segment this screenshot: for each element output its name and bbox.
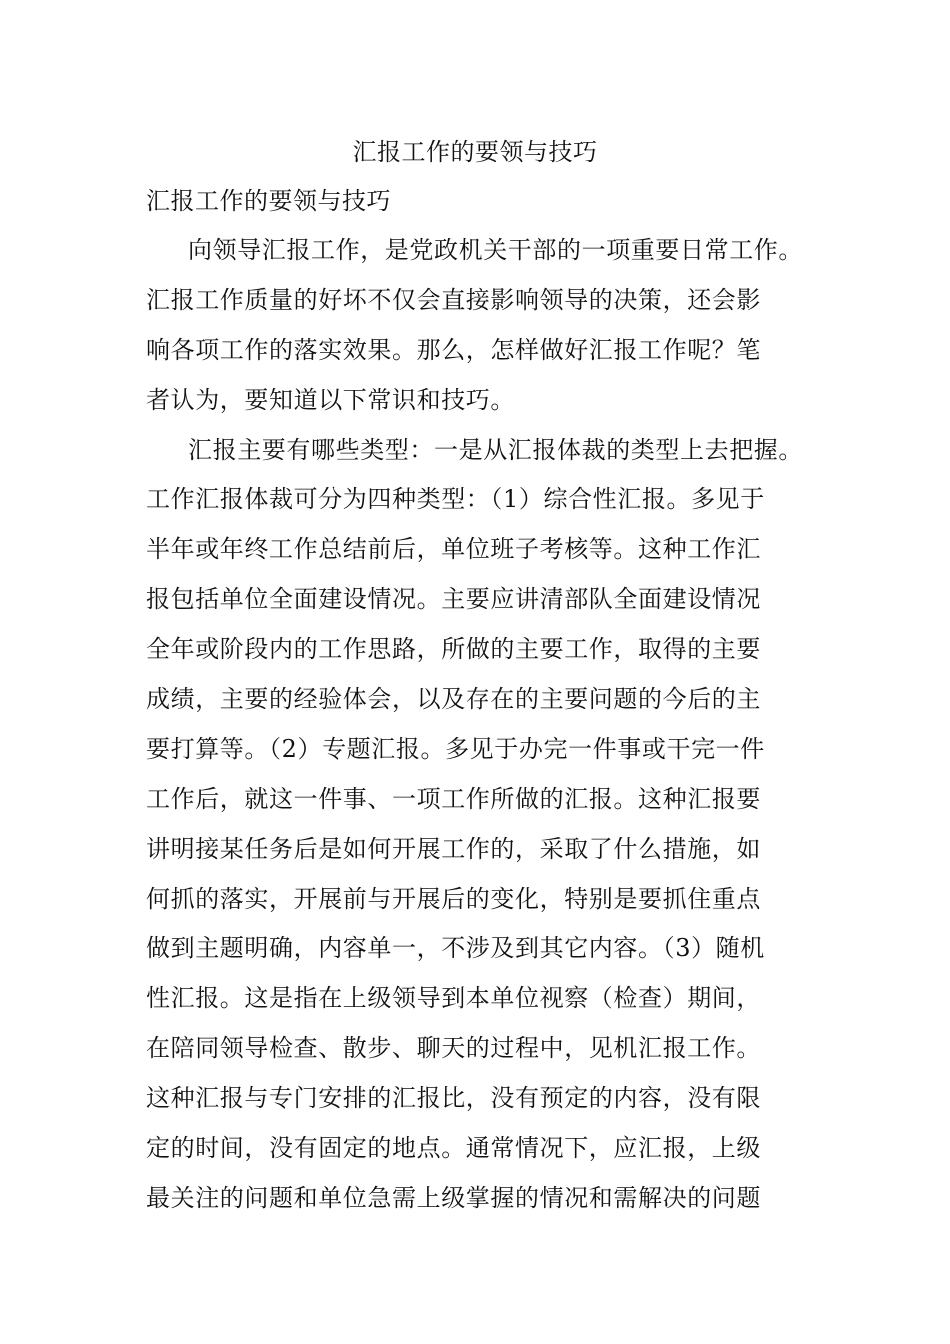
body-line: 汇报主要有哪些类型：一是从汇报体裁的类型上去把握。 <box>188 435 803 464</box>
body-line: 工作汇报体裁可分为四种类型：（1）综合性汇报。多见于 <box>146 485 765 514</box>
body-line: 汇报工作质量的好坏不仅会直接影响领导的决策，还会影 <box>146 285 761 314</box>
body-line: 工作后，就这一件事、一项工作所做的汇报。这种汇报要 <box>146 784 761 813</box>
document-subtitle: 汇报工作的要领与技巧 <box>146 187 391 215</box>
body-line: 最关注的问题和单位急需上级掌握的情况和需解决的问题 <box>146 1183 761 1212</box>
body-line: 成绩，主要的经验体会，以及存在的主要问题的今后的主 <box>146 685 761 714</box>
body-line: 性汇报。这是指在上级领导到本单位视察（检查）期间， <box>146 984 761 1013</box>
document-body <box>146 230 826 1228</box>
body-line: 半年或年终工作总结前后，单位班子考核等。这种工作汇 <box>146 535 761 564</box>
body-line: 要打算等。（2）专题汇报。多见于办完一件事或干完一件 <box>146 734 765 763</box>
body-line: 者认为，要知道以下常识和技巧。 <box>146 385 515 414</box>
body-line: 何抓的落实，开展前与开展后的变化，特别是要抓住重点 <box>146 884 761 913</box>
document-title: 汇报工作的要领与技巧 <box>352 138 598 166</box>
body-line: 做到主题明确，内容单一，不涉及到其它内容。（3）随机 <box>146 934 765 963</box>
body-line: 全年或阶段内的工作思路，所做的主要工作，取得的主要 <box>146 635 761 664</box>
body-line: 这种汇报与专门安排的汇报比，没有预定的内容，没有限 <box>146 1084 761 1113</box>
body-line: 在陪同领导检查、散步、聊天的过程中，见机汇报工作。 <box>146 1034 761 1063</box>
body-line: 报包括单位全面建设情况。主要应讲清部队全面建设情况 <box>146 585 761 614</box>
body-line: 向领导汇报工作，是党政机关干部的一项重要日常工作。 <box>188 236 803 264</box>
body-line: 定的时间，没有固定的地点。通常情况下，应汇报，上级 <box>146 1134 761 1163</box>
body-line: 响各项工作的落实效果。那么，怎样做好汇报工作呢？笔 <box>146 335 761 364</box>
body-line: 讲明接某任务后是如何开展工作的，采取了什么措施，如 <box>146 834 761 863</box>
